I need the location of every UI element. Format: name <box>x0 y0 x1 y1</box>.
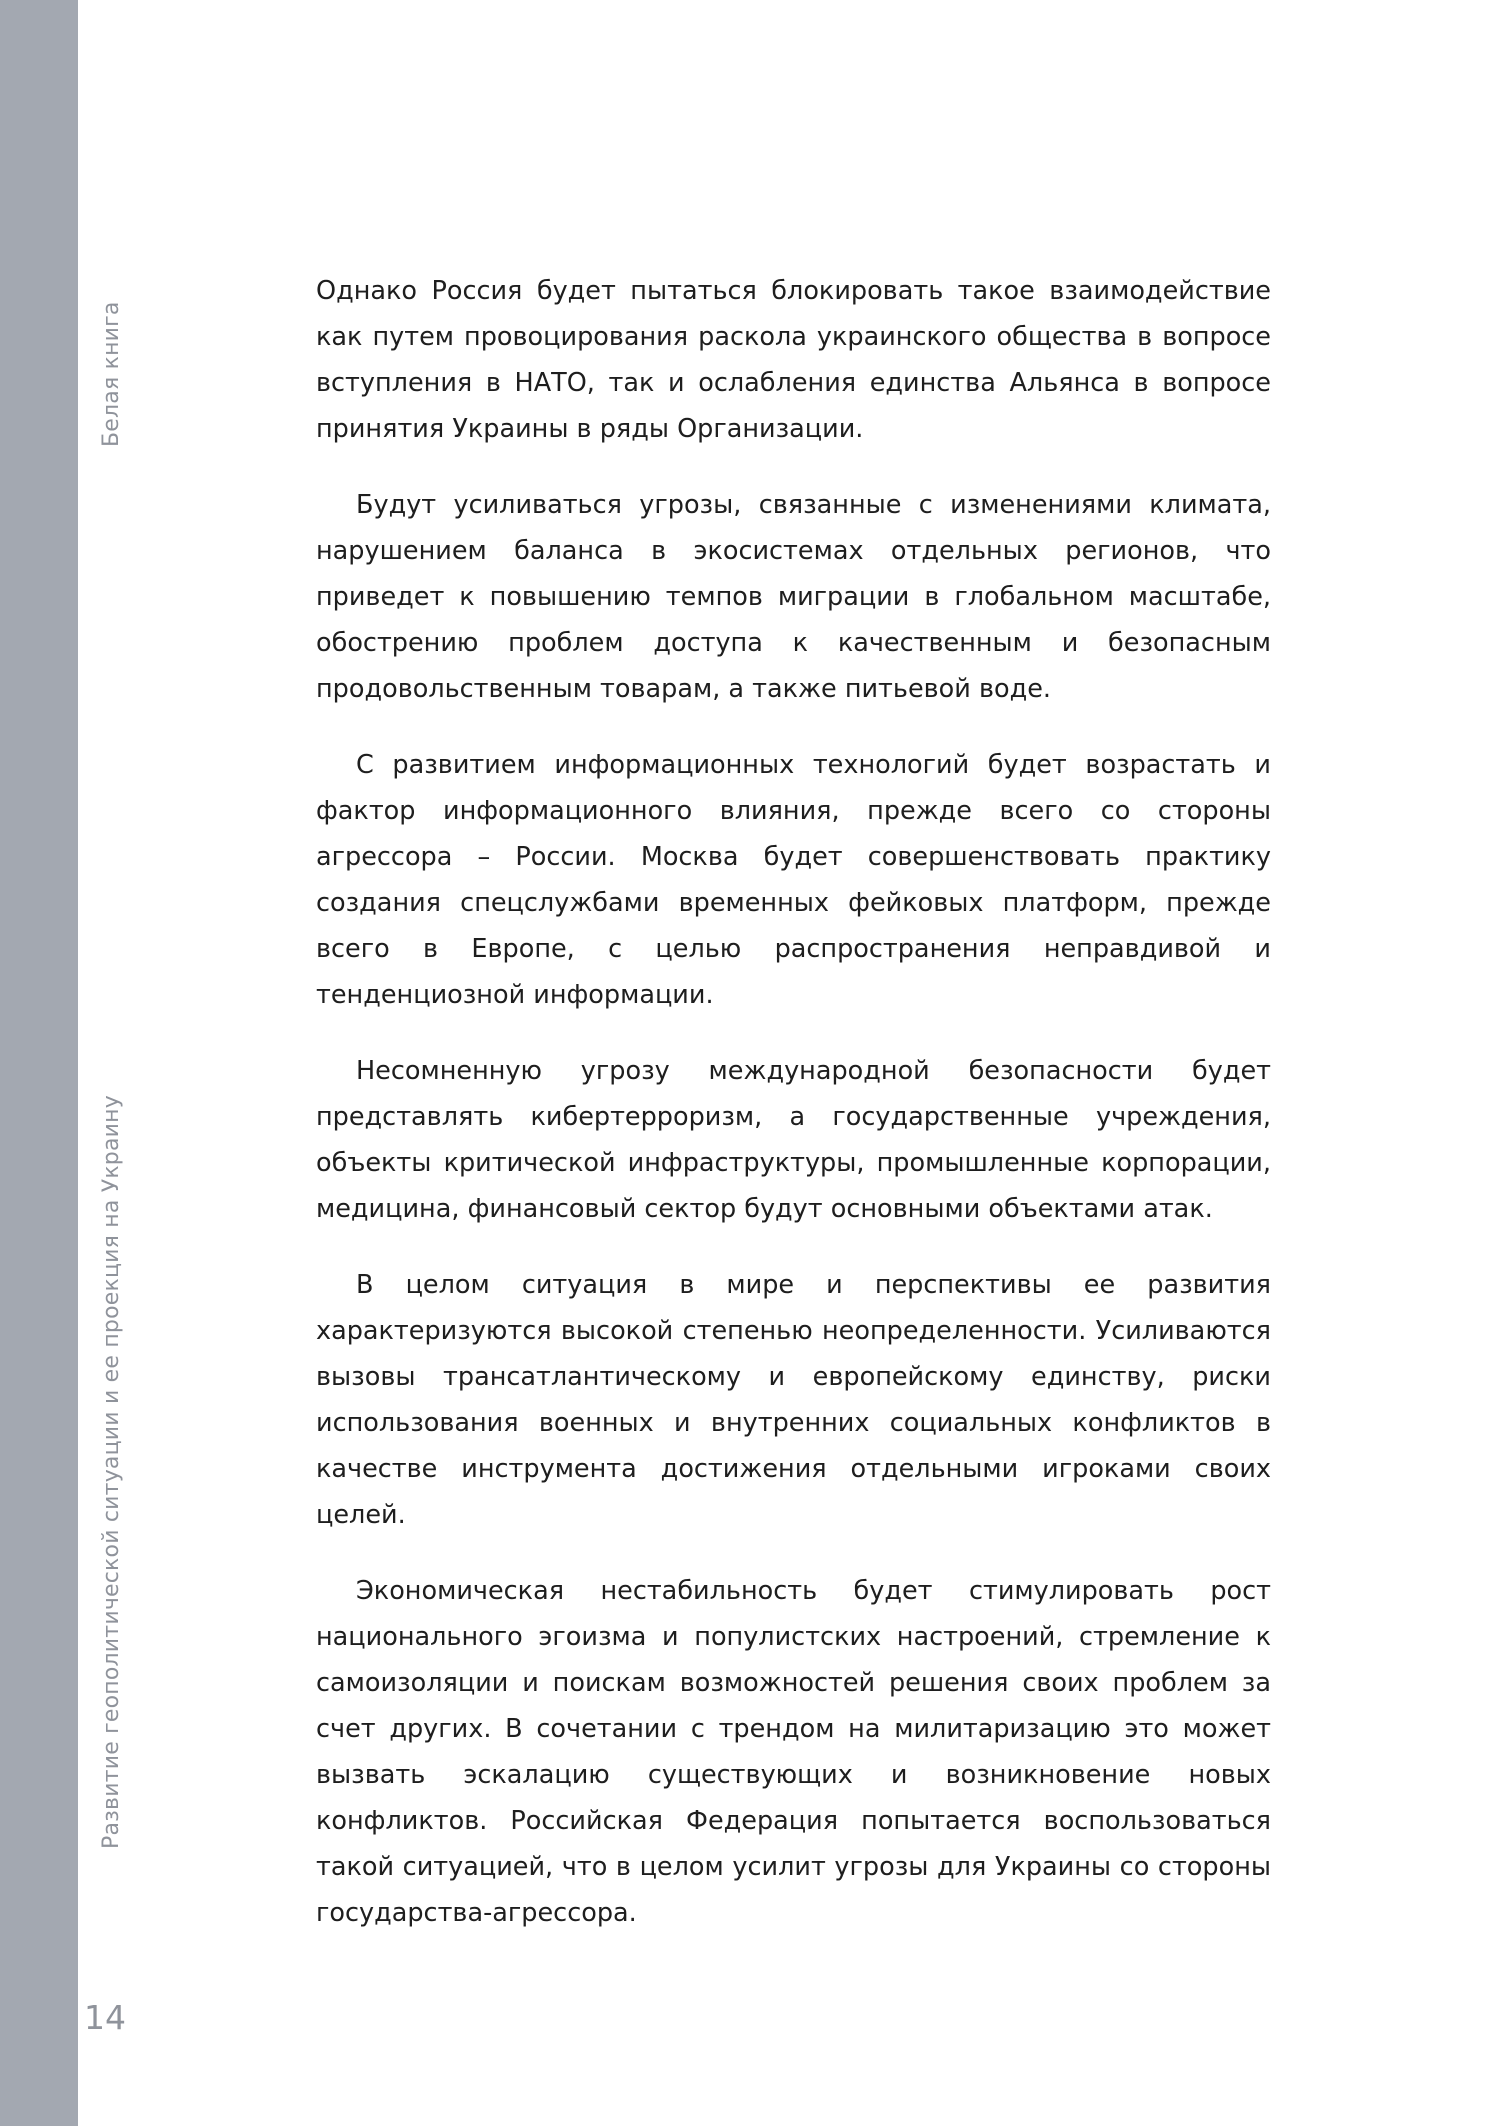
paragraph-6: Экономическая нестабильность будет стимулировать рост национального эгоизма и популистских настроений, стремление к самоизоляции и поискам возможностей решения своих проблем за счет других. В сочетании с трендом на милитаризацию это может вызвать эскалацию существующих и возникновение новых конфликтов. Российская Федерация попытается воспользоваться такой ситуацией, что в целом усилит угрозы для Украины со стороны государства-агрессора. <box>316 1576 1271 1928</box>
body-text <box>316 268 1271 1966</box>
paragraph-3: С развитием информационных технологий будет возрастать и фактор информационного влияния, прежде всего со стороны агрессора – России. Москва будет совершенствовать практику создания спецслужбами временных фейковых платформ, прежде всего в Европе, с целью распространения неправдивой и тенденциозной информации. <box>316 750 1271 1010</box>
paragraph-1: Однако Россия будет пытаться блокировать такое взаимодействие как путем провоцирования раскола украинского общества в вопросе вступления в НАТО, так и ослабления единства Альянса в вопросе принятия Украины в ряды Организации. <box>316 276 1271 444</box>
chapter-title: Развитие геополитической ситуации и ее проекция на Украину <box>99 1095 124 1849</box>
page-number: 14 <box>84 1998 126 2037</box>
book-title: Белая книга <box>99 301 124 447</box>
side-margin-bar <box>0 0 78 2126</box>
paragraph-4: Несомненную угрозу международной безопасности будет представлять кибертерроризм, а государственные учреждения, объекты критической инфраструктуры, промышленные корпорации, медицина, финансовый сектор будут основными объектами атак. <box>316 1056 1271 1224</box>
paragraph-5: В целом ситуация в мире и перспективы ее развития характеризуются высокой степенью неопределенности. Усиливаются вызовы трансатлантическому и европейскому единству, риски использования военных и внутренних социальных конфликтов в качестве инструмента достижения отдельными игроками своих целей. <box>316 1270 1271 1530</box>
paragraph-2: Будут усиливаться угрозы, связанные с изменениями климата, нарушением баланса в экосистемах отдельных регионов, что приведет к повышению темпов миграции в глобальном масштабе, обострению проблем доступа к качественным и безопасным продовольственным товарам, а также питьевой воде. <box>316 490 1271 704</box>
